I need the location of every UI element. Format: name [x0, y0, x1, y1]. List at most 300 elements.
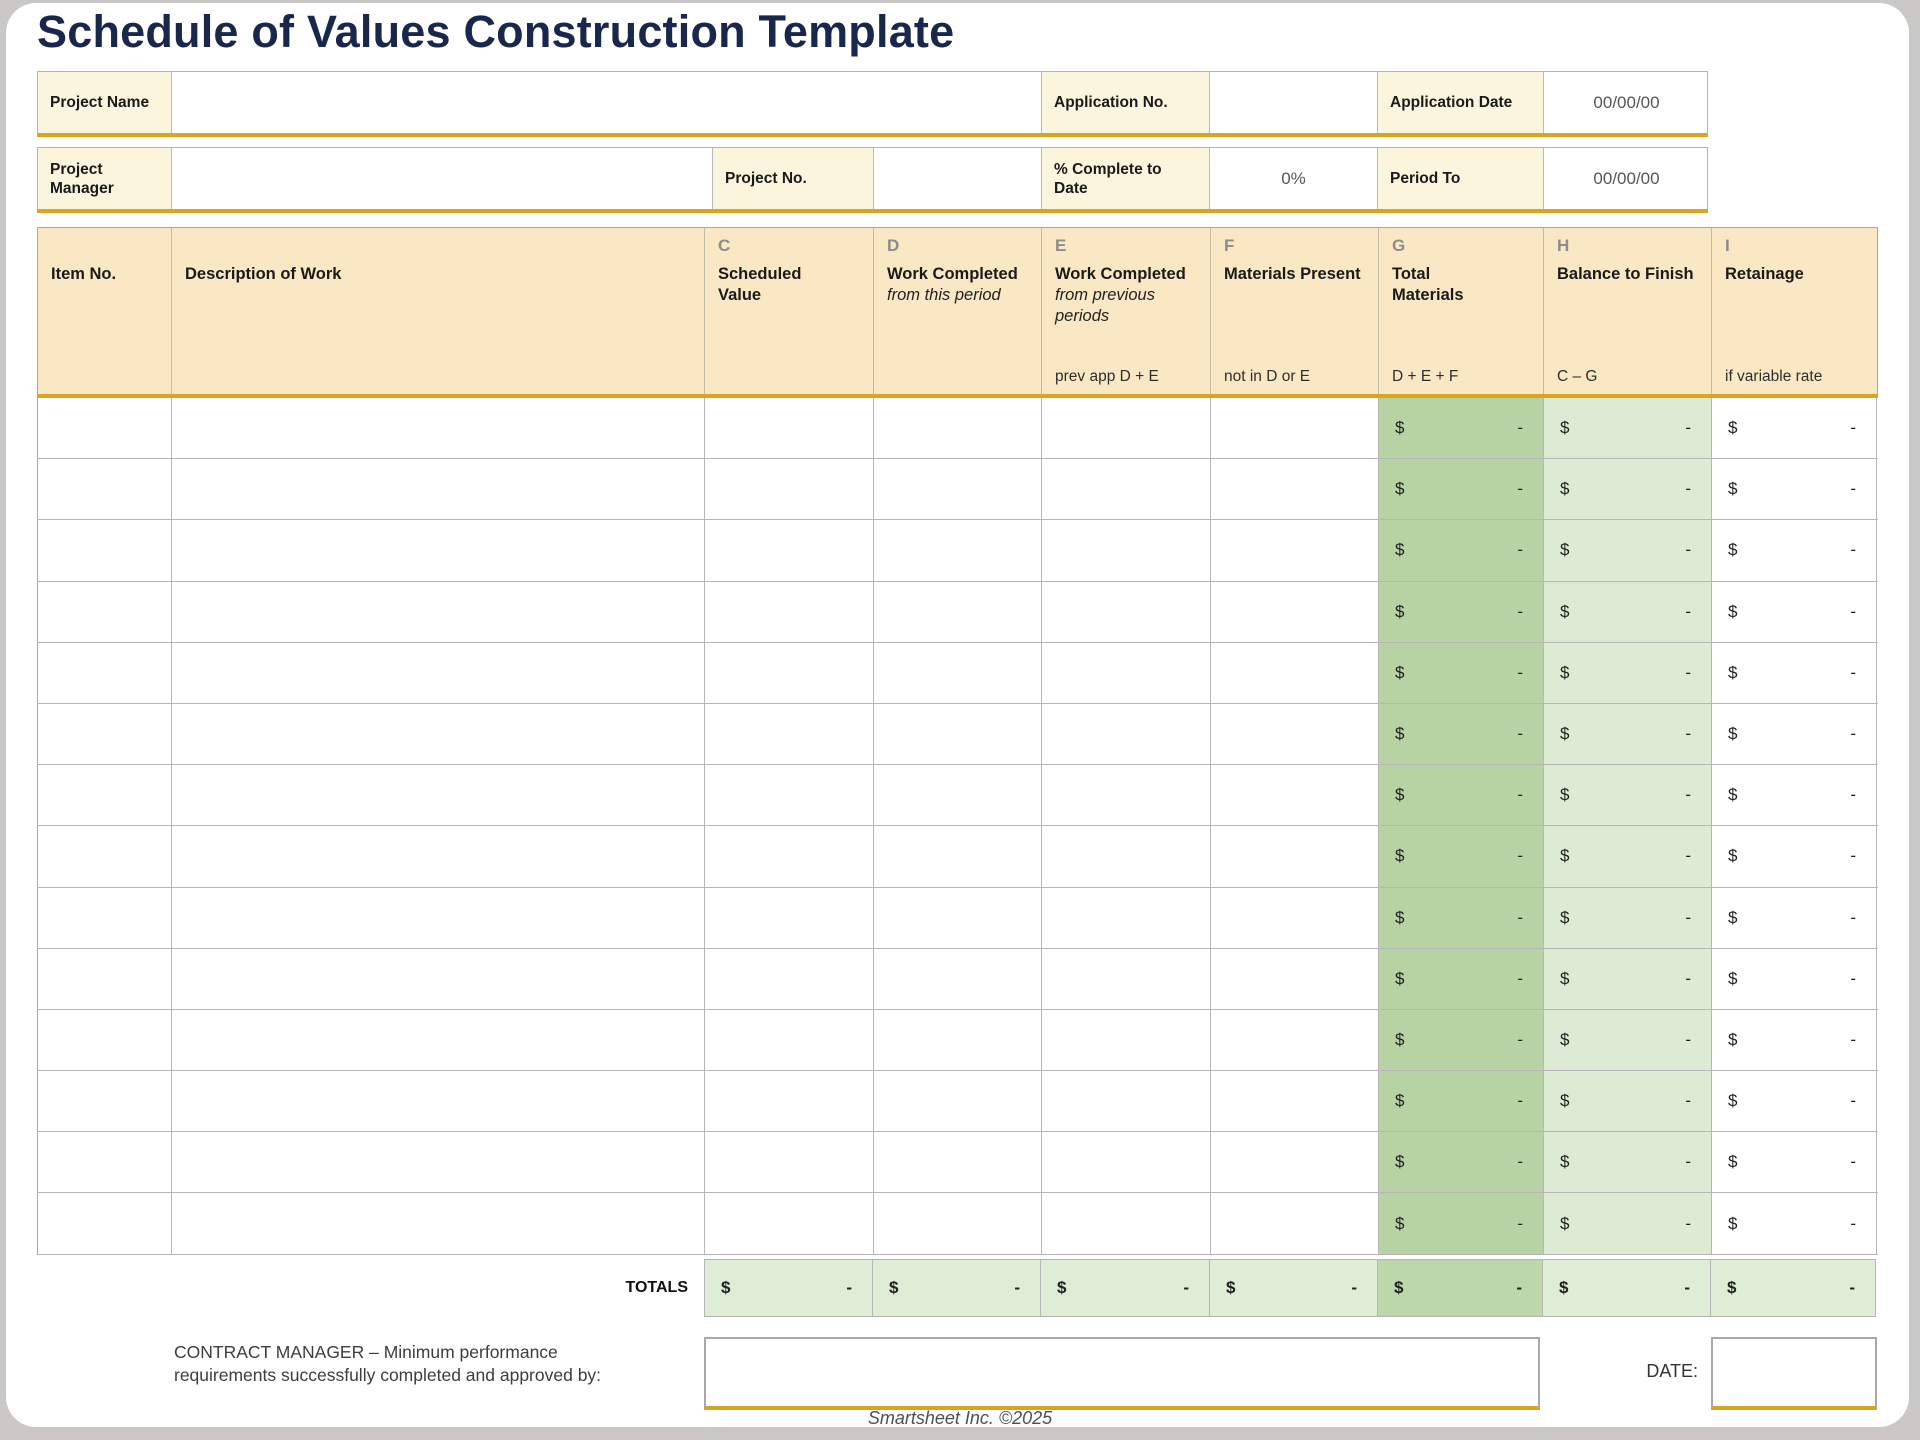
currency-symbol: $	[1057, 1278, 1067, 1297]
column-note: if variable rate	[1725, 368, 1823, 385]
project-name-field[interactable]	[172, 72, 1042, 133]
application-date-label: Application Date	[1378, 72, 1544, 133]
currency-symbol: $	[1560, 1091, 1570, 1111]
amount-value: -	[1850, 479, 1856, 499]
currency-symbol: $	[1395, 1029, 1405, 1049]
cell-description[interactable]	[172, 704, 705, 764]
currency-symbol: $	[1728, 662, 1738, 682]
column-title: Materials Present	[1224, 265, 1361, 283]
cell-retainage	[1712, 459, 1877, 519]
currency-symbol: $	[1395, 724, 1405, 744]
currency-symbol: $	[1395, 1152, 1405, 1172]
amount-value: -	[1685, 662, 1691, 682]
amount-value: -	[1685, 724, 1691, 744]
header-cell-balance-to-finish	[1544, 228, 1712, 394]
cell-scheduled-value[interactable]	[705, 1010, 874, 1070]
currency-symbol: $	[1727, 1278, 1737, 1297]
cell-total-materials	[1379, 1010, 1544, 1070]
currency-symbol: $	[1728, 1029, 1738, 1049]
amount-value: -	[1685, 1152, 1691, 1172]
currency-symbol: $	[1395, 1091, 1405, 1111]
amount-value: -	[1517, 968, 1523, 988]
currency-symbol: $	[1728, 540, 1738, 560]
currency-symbol: $	[1728, 724, 1738, 744]
cell-item-no[interactable]	[38, 949, 172, 1009]
cell-work-completed-previous[interactable]	[1042, 949, 1211, 1009]
column-letter	[51, 236, 159, 264]
currency-symbol: $	[1394, 1278, 1404, 1297]
amount-value: -	[1685, 785, 1691, 805]
cell-description[interactable]	[172, 888, 705, 948]
cell-balance-to-finish	[1544, 520, 1712, 580]
column-letter: I	[1725, 236, 1730, 255]
table-row	[38, 1071, 1878, 1132]
cell-total-materials	[1379, 704, 1544, 764]
cell-materials-present[interactable]	[1211, 1193, 1379, 1253]
cell-description[interactable]	[172, 765, 705, 825]
cell-materials-present[interactable]	[1211, 765, 1379, 825]
currency-symbol: $	[1395, 907, 1405, 927]
cell-description[interactable]	[172, 826, 705, 886]
total-cell-total-materials	[1378, 1259, 1543, 1317]
cell-item-no[interactable]	[38, 826, 172, 886]
amount-value: -	[1850, 785, 1856, 805]
cell-total-materials	[1379, 1071, 1544, 1131]
amount-value: -	[1517, 785, 1523, 805]
cell-work-completed-previous[interactable]	[1042, 1132, 1211, 1192]
pct-complete-field[interactable]: 0%	[1210, 148, 1378, 209]
cell-total-materials	[1379, 643, 1544, 703]
amount-value: -	[1014, 1278, 1020, 1297]
cell-item-no[interactable]	[38, 520, 172, 580]
currency-symbol: $	[1560, 968, 1570, 988]
column-note: prev app D + E	[1055, 368, 1159, 385]
column-letter: G	[1392, 236, 1406, 255]
cell-retainage	[1712, 1071, 1877, 1131]
cell-work-completed-previous[interactable]	[1042, 1071, 1211, 1131]
cell-materials-present[interactable]	[1211, 459, 1379, 519]
application-date-field[interactable]: 00/00/00	[1593, 92, 1660, 112]
cell-total-materials	[1379, 888, 1544, 948]
cell-item-no[interactable]	[38, 1193, 172, 1253]
cell-materials-present[interactable]	[1211, 520, 1379, 580]
column-note: C – G	[1557, 368, 1598, 385]
amount-value: -	[1517, 1029, 1523, 1049]
column-title: Work Completed	[1055, 265, 1186, 283]
cell-work-completed-previous[interactable]	[1042, 520, 1211, 580]
currency-symbol: $	[1560, 1213, 1570, 1233]
cell-retainage	[1712, 704, 1877, 764]
amount-value: -	[846, 1278, 852, 1297]
cell-balance-to-finish	[1544, 582, 1712, 642]
amount-value: -	[1517, 846, 1523, 866]
amount-value: -	[1850, 1091, 1856, 1111]
cell-work-completed-this[interactable]	[874, 520, 1042, 580]
cell-retainage	[1712, 765, 1877, 825]
table-row	[38, 765, 1878, 826]
column-letter	[185, 236, 692, 264]
cell-description[interactable]	[172, 949, 705, 1009]
amount-value: -	[1517, 724, 1523, 744]
pct-complete-label: % Complete to Date	[1042, 148, 1210, 209]
cell-scheduled-value[interactable]	[705, 398, 874, 458]
project-manager-field[interactable]	[172, 148, 713, 209]
header-cell-retainage	[1712, 228, 1877, 394]
column-title: Total Materials	[1392, 265, 1464, 304]
table-row	[38, 398, 1878, 459]
column-letter: H	[1557, 236, 1570, 255]
currency-symbol: $	[1560, 1029, 1570, 1049]
table-row	[38, 888, 1878, 949]
totals-label: TOTALS	[625, 1279, 688, 1296]
project-no-field[interactable]	[874, 148, 1042, 209]
column-title: Description of Work	[185, 265, 342, 283]
cell-item-no[interactable]	[38, 398, 172, 458]
cell-work-completed-this[interactable]	[874, 704, 1042, 764]
cell-scheduled-value[interactable]	[705, 765, 874, 825]
currency-symbol: $	[1395, 662, 1405, 682]
cell-work-completed-previous[interactable]	[1042, 459, 1211, 519]
currency-symbol: $	[1395, 785, 1405, 805]
currency-symbol: $	[1560, 601, 1570, 621]
column-letter: D	[887, 236, 900, 255]
currency-symbol: $	[721, 1278, 731, 1297]
cell-balance-to-finish	[1544, 1193, 1712, 1253]
cell-total-materials	[1379, 459, 1544, 519]
contract-manager-label: CONTRACT MANAGER – Minimum performance requirements successfully completed and approved by:	[174, 1342, 602, 1385]
amount-value: -	[1685, 479, 1691, 499]
cell-materials-present[interactable]	[1211, 826, 1379, 886]
cell-retainage	[1712, 398, 1877, 458]
amount-value: -	[1183, 1278, 1189, 1297]
cell-total-materials	[1379, 582, 1544, 642]
currency-symbol: $	[1560, 418, 1570, 438]
cell-balance-to-finish	[1544, 1010, 1712, 1070]
cell-scheduled-value[interactable]	[705, 643, 874, 703]
project-name-label: Project Name	[38, 72, 172, 133]
currency-symbol: $	[1395, 968, 1405, 988]
total-cell-balance-to-finish	[1543, 1259, 1711, 1317]
column-subtitle: from this period	[887, 286, 1001, 304]
cell-scheduled-value[interactable]	[705, 1132, 874, 1192]
currency-symbol: $	[1560, 1152, 1570, 1172]
cell-item-no[interactable]	[38, 459, 172, 519]
amount-value: -	[1850, 968, 1856, 988]
cell-scheduled-value[interactable]	[705, 459, 874, 519]
cell-work-completed-previous[interactable]	[1042, 1010, 1211, 1070]
cell-work-completed-previous[interactable]	[1042, 643, 1211, 703]
cell-description[interactable]	[172, 398, 705, 458]
form-row-project-manager	[37, 147, 1708, 213]
cell-work-completed-previous[interactable]	[1042, 398, 1211, 458]
form-row-project-name	[37, 71, 1708, 137]
currency-symbol: $	[1560, 785, 1570, 805]
column-subtitle: from previous periods	[1055, 286, 1155, 325]
amount-value: -	[1517, 1152, 1523, 1172]
cell-work-completed-this[interactable]	[874, 888, 1042, 948]
cell-work-completed-previous[interactable]	[1042, 888, 1211, 948]
header-cell-description	[172, 228, 705, 394]
table-row	[38, 949, 1878, 1010]
cell-total-materials	[1379, 1132, 1544, 1192]
total-cell-retainage	[1711, 1259, 1876, 1317]
header-cell-work-completed-this	[874, 228, 1042, 394]
amount-value: -	[1517, 540, 1523, 560]
cell-total-materials	[1379, 949, 1544, 1009]
amount-value: -	[1850, 601, 1856, 621]
cell-work-completed-this[interactable]	[874, 1071, 1042, 1131]
currency-symbol: $	[1728, 601, 1738, 621]
column-title: Item No.	[51, 265, 117, 283]
table-row	[38, 1010, 1878, 1071]
amount-value: -	[1850, 1152, 1856, 1172]
currency-symbol: $	[1728, 1152, 1738, 1172]
amount-value: -	[1685, 968, 1691, 988]
cell-work-completed-this[interactable]	[874, 1132, 1042, 1192]
cell-work-completed-previous[interactable]	[1042, 1193, 1211, 1253]
cell-work-completed-previous[interactable]	[1042, 765, 1211, 825]
contract-manager-signature-box[interactable]	[704, 1337, 1540, 1410]
cell-retainage	[1712, 949, 1877, 1009]
currency-symbol: $	[1560, 479, 1570, 499]
header-cell-total-materials	[1379, 228, 1544, 394]
cell-item-no[interactable]	[38, 1071, 172, 1131]
cell-scheduled-value[interactable]	[705, 704, 874, 764]
cell-work-completed-this[interactable]	[874, 459, 1042, 519]
cell-materials-present[interactable]	[1211, 643, 1379, 703]
cell-materials-present[interactable]	[1211, 949, 1379, 1009]
currency-symbol: $	[1728, 418, 1738, 438]
table-row	[38, 826, 1878, 887]
column-title: Balance to Finish	[1557, 265, 1694, 283]
cell-balance-to-finish	[1544, 888, 1712, 948]
amount-value: -	[1517, 418, 1523, 438]
amount-value: -	[1685, 1213, 1691, 1233]
amount-value: -	[1516, 1278, 1522, 1297]
currency-symbol: $	[1560, 907, 1570, 927]
amount-value: -	[1517, 1213, 1523, 1233]
column-note: D + E + F	[1392, 368, 1459, 385]
column-title: Retainage	[1725, 265, 1804, 283]
cell-retainage	[1712, 826, 1877, 886]
page-title: Schedule of Values Construction Template	[37, 6, 955, 57]
cell-balance-to-finish	[1544, 459, 1712, 519]
header-cell-item-no	[38, 228, 172, 394]
cell-total-materials	[1379, 765, 1544, 825]
cell-work-completed-this[interactable]	[874, 643, 1042, 703]
amount-value: -	[1850, 846, 1856, 866]
amount-value: -	[1850, 418, 1856, 438]
cell-scheduled-value[interactable]	[705, 826, 874, 886]
cell-work-completed-this[interactable]	[874, 1193, 1042, 1253]
cell-work-completed-previous[interactable]	[1042, 582, 1211, 642]
cell-scheduled-value[interactable]	[705, 888, 874, 948]
column-letter: C	[718, 236, 731, 255]
amount-value: -	[1850, 1029, 1856, 1049]
currency-symbol: $	[1728, 846, 1738, 866]
period-to-label: Period To	[1378, 148, 1544, 209]
cell-item-no[interactable]	[38, 704, 172, 764]
cell-retainage	[1712, 888, 1877, 948]
date-signature-box[interactable]	[1711, 1337, 1877, 1410]
cell-balance-to-finish	[1544, 826, 1712, 886]
cell-materials-present[interactable]	[1211, 1010, 1379, 1070]
cell-work-completed-previous[interactable]	[1042, 704, 1211, 764]
cell-description[interactable]	[172, 1193, 705, 1253]
amount-value: -	[1685, 540, 1691, 560]
currency-symbol: $	[1728, 907, 1738, 927]
cell-total-materials	[1379, 398, 1544, 458]
cell-work-completed-this[interactable]	[874, 826, 1042, 886]
cell-scheduled-value[interactable]	[705, 1071, 874, 1131]
cell-balance-to-finish	[1544, 1132, 1712, 1192]
currency-symbol: $	[1560, 540, 1570, 560]
table-row	[38, 1193, 1878, 1254]
currency-symbol: $	[1395, 846, 1405, 866]
amount-value: -	[1685, 1091, 1691, 1111]
cell-item-no[interactable]	[38, 582, 172, 642]
amount-value: -	[1850, 724, 1856, 744]
cell-total-materials	[1379, 826, 1544, 886]
date-label: DATE:	[1646, 1361, 1698, 1381]
cell-work-completed-this[interactable]	[874, 765, 1042, 825]
amount-value: -	[1849, 1278, 1855, 1297]
project-no-label: Project No.	[713, 148, 874, 209]
cell-balance-to-finish	[1544, 765, 1712, 825]
cell-balance-to-finish	[1544, 398, 1712, 458]
currency-symbol: $	[1560, 846, 1570, 866]
amount-value: -	[1685, 418, 1691, 438]
cell-item-no[interactable]	[38, 1132, 172, 1192]
cell-item-no[interactable]	[38, 643, 172, 703]
header-cell-work-completed-previous	[1042, 228, 1211, 394]
column-title: Work Completed	[887, 265, 1018, 283]
cell-retainage	[1712, 520, 1877, 580]
cell-materials-present[interactable]	[1211, 704, 1379, 764]
header-cell-materials-present	[1211, 228, 1379, 394]
cell-scheduled-value[interactable]	[705, 520, 874, 580]
cell-retainage	[1712, 1010, 1877, 1070]
total-cell-scheduled-value	[704, 1259, 873, 1317]
amount-value: -	[1685, 1029, 1691, 1049]
amount-value: -	[1685, 601, 1691, 621]
currency-symbol: $	[1226, 1278, 1236, 1297]
cell-materials-present[interactable]	[1211, 1071, 1379, 1131]
cell-work-completed-previous[interactable]	[1042, 826, 1211, 886]
cell-balance-to-finish	[1544, 1071, 1712, 1131]
column-title: Scheduled Value	[718, 265, 802, 304]
cell-description[interactable]	[172, 520, 705, 580]
column-letter: E	[1055, 236, 1067, 255]
cell-materials-present[interactable]	[1211, 888, 1379, 948]
cell-scheduled-value[interactable]	[705, 949, 874, 1009]
cell-work-completed-this[interactable]	[874, 1010, 1042, 1070]
cell-description[interactable]	[172, 459, 705, 519]
cell-balance-to-finish	[1544, 704, 1712, 764]
table-row	[38, 582, 1878, 643]
total-cell-materials-present	[1210, 1259, 1378, 1317]
header-cell-scheduled-value	[705, 228, 874, 394]
amount-value: -	[1685, 846, 1691, 866]
cell-description[interactable]	[172, 582, 705, 642]
cell-item-no[interactable]	[38, 888, 172, 948]
currency-symbol: $	[1395, 1213, 1405, 1233]
currency-symbol: $	[1395, 479, 1405, 499]
currency-symbol: $	[1395, 601, 1405, 621]
currency-symbol: $	[889, 1278, 899, 1297]
cell-scheduled-value[interactable]	[705, 1193, 874, 1253]
table-row	[38, 704, 1878, 765]
cell-description[interactable]	[172, 1010, 705, 1070]
cell-total-materials	[1379, 1193, 1544, 1253]
table-row	[38, 459, 1878, 520]
project-manager-label: Project Manager	[38, 148, 172, 209]
currency-symbol: $	[1395, 418, 1405, 438]
amount-value: -	[1517, 907, 1523, 927]
amount-value: -	[1850, 662, 1856, 682]
application-no-label: Application No.	[1042, 72, 1210, 133]
amount-value: -	[1517, 662, 1523, 682]
cell-item-no[interactable]	[38, 765, 172, 825]
amount-value: -	[1850, 540, 1856, 560]
table-row	[38, 1132, 1878, 1193]
cell-item-no[interactable]	[38, 1010, 172, 1070]
currency-symbol: $	[1560, 662, 1570, 682]
cell-retainage	[1712, 643, 1877, 703]
currency-symbol: $	[1728, 785, 1738, 805]
table-body	[37, 398, 1878, 1255]
amount-value: -	[1351, 1278, 1357, 1297]
table-row	[38, 643, 1878, 704]
currency-symbol: $	[1560, 724, 1570, 744]
cell-materials-present[interactable]	[1211, 1132, 1379, 1192]
copyright-text: Smartsheet Inc. ©2025	[867, 1408, 1053, 1428]
totals-row	[37, 1259, 1878, 1317]
period-to-field[interactable]: 00/00/00	[1593, 168, 1660, 188]
cell-retainage	[1712, 1193, 1877, 1253]
amount-value: -	[1517, 479, 1523, 499]
currency-symbol: $	[1728, 479, 1738, 499]
cell-materials-present[interactable]	[1211, 398, 1379, 458]
cell-materials-present[interactable]	[1211, 582, 1379, 642]
cell-balance-to-finish	[1544, 643, 1712, 703]
amount-value: -	[1517, 601, 1523, 621]
cell-work-completed-this[interactable]	[874, 949, 1042, 1009]
table-row	[38, 520, 1878, 581]
currency-symbol: $	[1395, 540, 1405, 560]
currency-symbol: $	[1559, 1278, 1569, 1297]
cell-description[interactable]	[172, 1132, 705, 1192]
cell-description[interactable]	[172, 643, 705, 703]
currency-symbol: $	[1728, 1091, 1738, 1111]
column-note: not in D or E	[1224, 368, 1311, 385]
amount-value: -	[1850, 1213, 1856, 1233]
application-no-field[interactable]	[1210, 72, 1378, 133]
column-letter: F	[1224, 236, 1235, 255]
total-cell-work-completed-previous	[1041, 1259, 1210, 1317]
cell-description[interactable]	[172, 1071, 705, 1131]
currency-symbol: $	[1728, 968, 1738, 988]
cell-scheduled-value[interactable]	[705, 582, 874, 642]
cell-work-completed-this[interactable]	[874, 582, 1042, 642]
amount-value: -	[1850, 907, 1856, 927]
amount-value: -	[1685, 907, 1691, 927]
total-cell-work-completed-this	[873, 1259, 1041, 1317]
cell-total-materials	[1379, 520, 1544, 580]
cell-retainage	[1712, 1132, 1877, 1192]
cell-balance-to-finish	[1544, 949, 1712, 1009]
cell-work-completed-this[interactable]	[874, 398, 1042, 458]
